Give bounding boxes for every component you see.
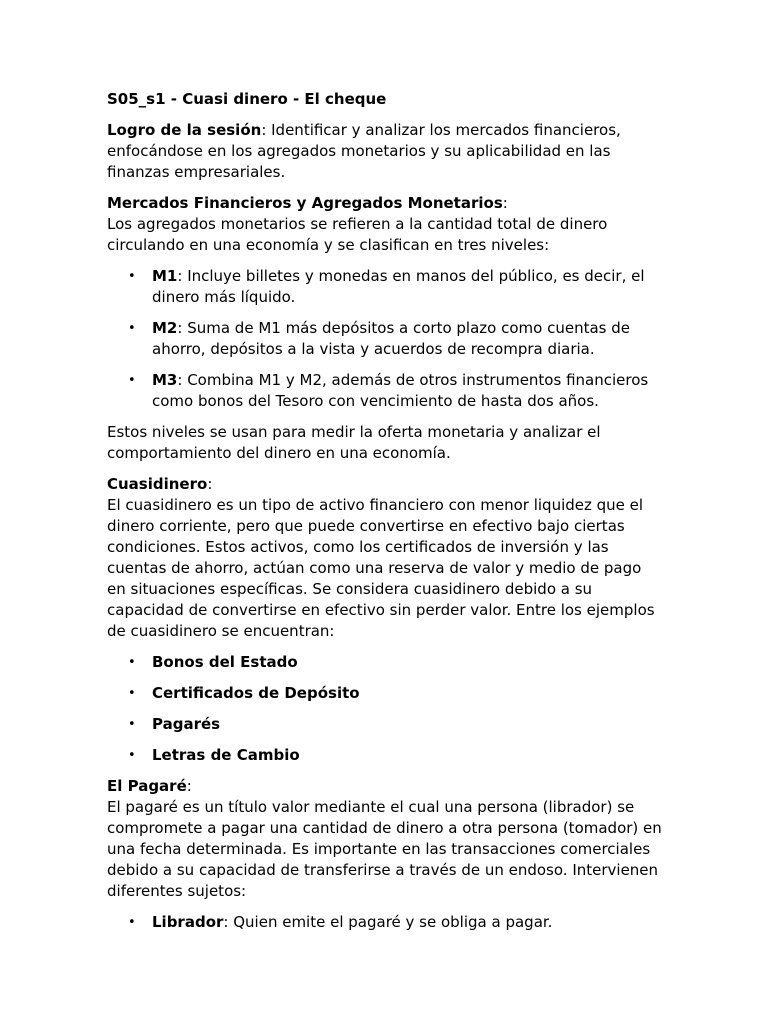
list-item-term: Bonos del Estado bbox=[152, 653, 298, 671]
pagare-text: El pagaré es un título valor mediante el cual una persona (librador) se compromete a pagar una cantidad de dinero a otra persona (tomador) en una fecha determinada. Es importante en las transacciones comerciales debido a su capacidad de transferirse a través de un endoso. Intervienen diferentes sujetos: bbox=[107, 798, 662, 900]
list-item-text: : Incluye billetes y monedas en manos del público, es decir, el dinero más líquido. bbox=[152, 267, 645, 306]
logro-label: Logro de la sesión bbox=[107, 121, 262, 139]
cuasidinero-examples-list bbox=[107, 652, 663, 766]
list-item bbox=[152, 912, 663, 933]
cuasidinero-heading-colon: : bbox=[207, 475, 213, 493]
cuasidinero-section bbox=[107, 474, 663, 642]
pagare-sujetos-list bbox=[107, 912, 663, 933]
document-title: S05_s1 - Cuasi dinero - El cheque bbox=[107, 90, 387, 108]
pagare-section bbox=[107, 776, 663, 902]
list-item-term: M1 bbox=[152, 267, 178, 285]
list-item-text: : Quien emite el pagaré y se obliga a pagar. bbox=[223, 913, 553, 931]
mercados-heading-colon: : bbox=[502, 194, 508, 212]
mercados-heading: Mercados Financieros y Agregados Monetarios bbox=[107, 194, 503, 212]
list-item bbox=[152, 266, 663, 308]
logro-text: : Identificar y analizar los mercados financieros, enfocándose en los agregados monetarios y su aplicabilidad en las finanzas empresariales. bbox=[107, 121, 621, 181]
list-item-text: : Combina M1 y M2, además de otros instrumentos financieros como bonos del Tesoro con vencimiento de hasta dos años. bbox=[152, 371, 649, 410]
mercados-closing: Estos niveles se usan para medir la oferta monetaria y analizar el comportamiento del dinero en una economía. bbox=[107, 423, 601, 462]
mercados-section bbox=[107, 193, 663, 256]
mercados-intro: Los agregados monetarios se refieren a la cantidad total de dinero circulando en una economía y se clasifican en tres niveles: bbox=[107, 215, 608, 254]
list-item-term: M3 bbox=[152, 371, 178, 389]
list-item bbox=[152, 652, 663, 673]
list-item-text: : Suma de M1 más depósitos a corto plazo como cuentas de ahorro, depósitos a la vista y acuerdos de recompra diaria. bbox=[152, 319, 630, 358]
list-item bbox=[152, 683, 663, 704]
list-item bbox=[152, 745, 663, 766]
list-item-term: Pagarés bbox=[152, 715, 221, 733]
list-item-term: Letras de Cambio bbox=[152, 746, 300, 764]
pagare-heading-colon: : bbox=[186, 777, 192, 795]
cuasidinero-text: El cuasidinero es un tipo de activo financiero con menor liquidez que el dinero corriente, pero que puede convertirse en efectivo bajo ciertas condiciones. Estos activos, como los certificados de inversión y las cuentas de ahorro, actúan como una reserva de valor y medio de pago en situaciones específicas. Se considera cuasidinero debido a su capacidad de convertirse en efectivo sin perder valor. Entre los ejemplos de cuasidinero se encuentran: bbox=[107, 496, 655, 640]
list-item-term: Librador bbox=[152, 913, 224, 931]
list-item-term: M2 bbox=[152, 319, 178, 337]
list-item bbox=[152, 370, 663, 412]
cuasidinero-heading: Cuasidinero bbox=[107, 475, 208, 493]
document-page bbox=[107, 89, 663, 943]
list-item bbox=[152, 318, 663, 360]
agregados-list bbox=[107, 266, 663, 412]
pagare-heading: El Pagaré bbox=[107, 777, 187, 795]
logro-paragraph bbox=[107, 120, 663, 183]
list-item-term: Certificados de Depósito bbox=[152, 684, 360, 702]
list-item bbox=[152, 714, 663, 735]
